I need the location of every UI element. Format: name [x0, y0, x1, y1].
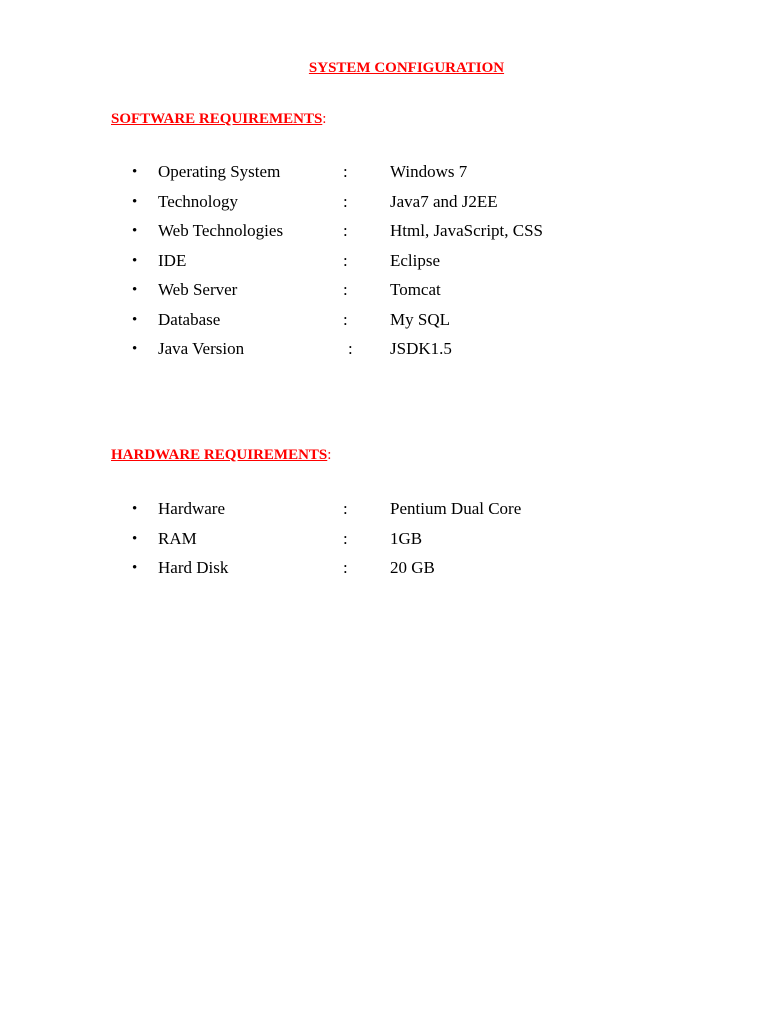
list-item: [0, 162, 768, 192]
requirement-separator: :: [343, 528, 348, 548]
software-requirements-list: [0, 162, 768, 369]
requirement-value: Tomcat: [390, 280, 441, 299]
requirement-value: Html, JavaScript, CSS: [390, 221, 544, 240]
list-item: [0, 339, 768, 369]
bullet-icon: •: [132, 501, 138, 517]
list-item: [0, 221, 768, 251]
bullet-icon: •: [132, 282, 138, 298]
requirement-value: 20 GB: [390, 558, 435, 577]
requirement-label: Hard Disk: [158, 558, 229, 577]
software-requirements-heading: [111, 111, 326, 128]
hardware-heading-text: HARDWARE REQUIREMENTS: [111, 447, 328, 463]
bullet-icon: •: [132, 252, 138, 269]
bullet-icon: •: [132, 341, 138, 357]
list-item: [0, 558, 768, 588]
bullet-icon: •: [132, 223, 138, 239]
hardware-requirements-list: [0, 499, 768, 588]
list-item: [0, 310, 768, 340]
requirement-label: Database: [158, 309, 221, 329]
hardware-heading-colon: :: [327, 447, 332, 463]
requirement-label: IDE: [158, 250, 187, 270]
list-item: [0, 192, 768, 222]
requirement-value: 1GB: [390, 528, 423, 548]
requirement-separator: :: [343, 221, 348, 240]
requirement-label: RAM: [158, 528, 197, 548]
requirement-separator: :: [343, 280, 348, 299]
requirement-separator: :: [348, 339, 353, 358]
requirement-label: Java Version: [158, 339, 245, 358]
requirement-value: JSDK1.5: [390, 339, 452, 358]
requirement-separator: :: [343, 250, 348, 270]
page-title: SYSTEM CONFIGURATION: [308, 60, 505, 76]
requirement-value: Eclipse: [390, 250, 441, 270]
requirement-separator: :: [343, 162, 348, 181]
requirement-separator: :: [343, 558, 348, 577]
requirement-value: Pentium Dual Core: [390, 499, 522, 518]
list-item: [0, 251, 768, 281]
requirement-separator: :: [343, 191, 348, 211]
hardware-requirements-heading: [111, 447, 331, 464]
bullet-icon: •: [132, 530, 138, 547]
list-item: [0, 280, 768, 310]
list-item: [0, 529, 768, 559]
requirement-label: Web Technologies: [158, 221, 284, 240]
software-heading-colon: :: [322, 111, 327, 127]
requirement-separator: :: [343, 499, 348, 518]
software-heading-text: SOFTWARE REQUIREMENTS: [111, 111, 323, 127]
requirement-separator: :: [343, 309, 348, 329]
bullet-icon: •: [132, 164, 138, 180]
requirement-label: Technology: [158, 191, 239, 211]
requirement-label: Operating System: [158, 162, 281, 181]
bullet-icon: •: [132, 193, 138, 210]
list-item: [0, 499, 768, 529]
bullet-icon: •: [132, 560, 138, 576]
bullet-icon: •: [132, 311, 138, 328]
requirement-label: Hardware: [158, 499, 226, 518]
requirement-value: Windows 7: [390, 162, 468, 181]
requirement-value: My SQL: [390, 309, 450, 329]
requirement-value: Java7 and J2EE: [390, 191, 498, 211]
requirement-label: Web Server: [158, 280, 238, 299]
